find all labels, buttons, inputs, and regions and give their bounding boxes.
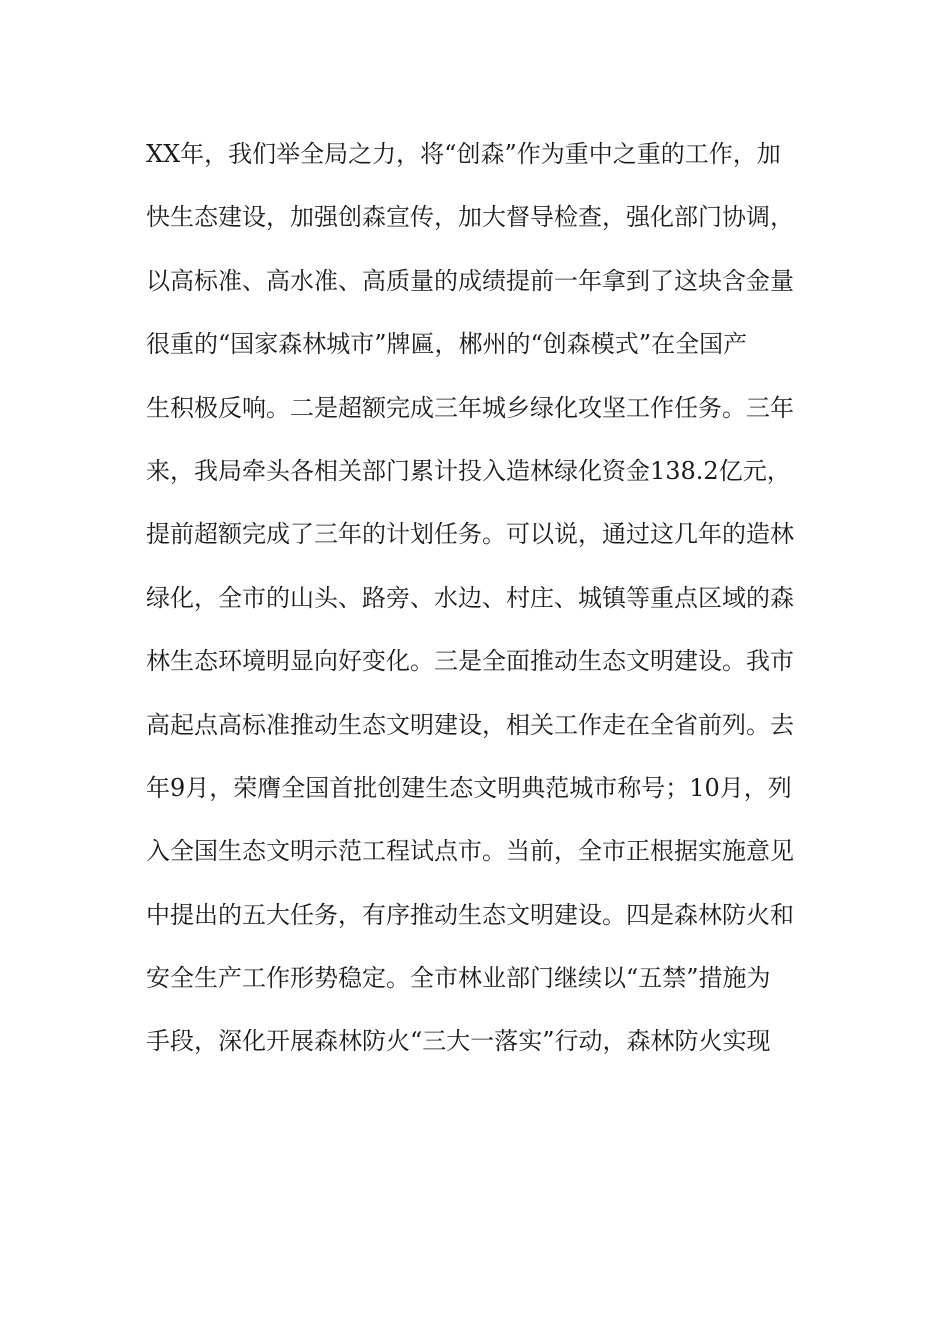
text-line: 绿化，全市的山头、路旁、水边、村庄、城镇等重点区域的森 (146, 583, 794, 612)
text-line: 年9月，荣膺全国首批创建生态文明典范城市称号；10月，列 (146, 773, 792, 802)
text-line: 来，我局牵头各相关部门累计投入造林绿化资金138.2亿元， (146, 456, 791, 485)
text-line: 手段，深化开展森林防火“三大一落实”行动，森林防火实现 (146, 1027, 771, 1056)
body-text (146, 128, 806, 1079)
text-line: 很重的“国家森林城市”牌匾，郴州的“创森模式”在全国产 (146, 330, 748, 359)
text-line: 入全国生态文明示范工程试点市。当前，全市正根据实施意见 (146, 837, 794, 866)
text-line: 生积极反响。二是超额完成三年城乡绿化攻坚工作任务。三年 (146, 393, 794, 422)
text-line: 林生态环境明显向好变化。三是全面推动生态文明建设。我市 (146, 647, 794, 676)
text-line: 快生态建设，加强创森宣传，加大督导检查，强化部门协调， (146, 203, 794, 232)
text-line: 安全生产工作形势稳定。全市林业部门继续以“五禁”措施为 (146, 964, 771, 993)
text-line: 高起点高标准推动生态文明建设，相关工作走在全省前列。去 (146, 710, 794, 739)
text-line: XX年，我们举全局之力，将“创森”作为重中之重的工作，加 (146, 140, 781, 168)
text-line: 提前超额完成了三年的计划任务。可以说，通过这几年的造林 (146, 520, 794, 549)
text-line: 中提出的五大任务，有序推动生态文明建设。四是森林防火和 (146, 900, 794, 929)
text-line: 以高标准、高水准、高质量的成绩提前一年拿到了这块含金量 (146, 266, 794, 295)
